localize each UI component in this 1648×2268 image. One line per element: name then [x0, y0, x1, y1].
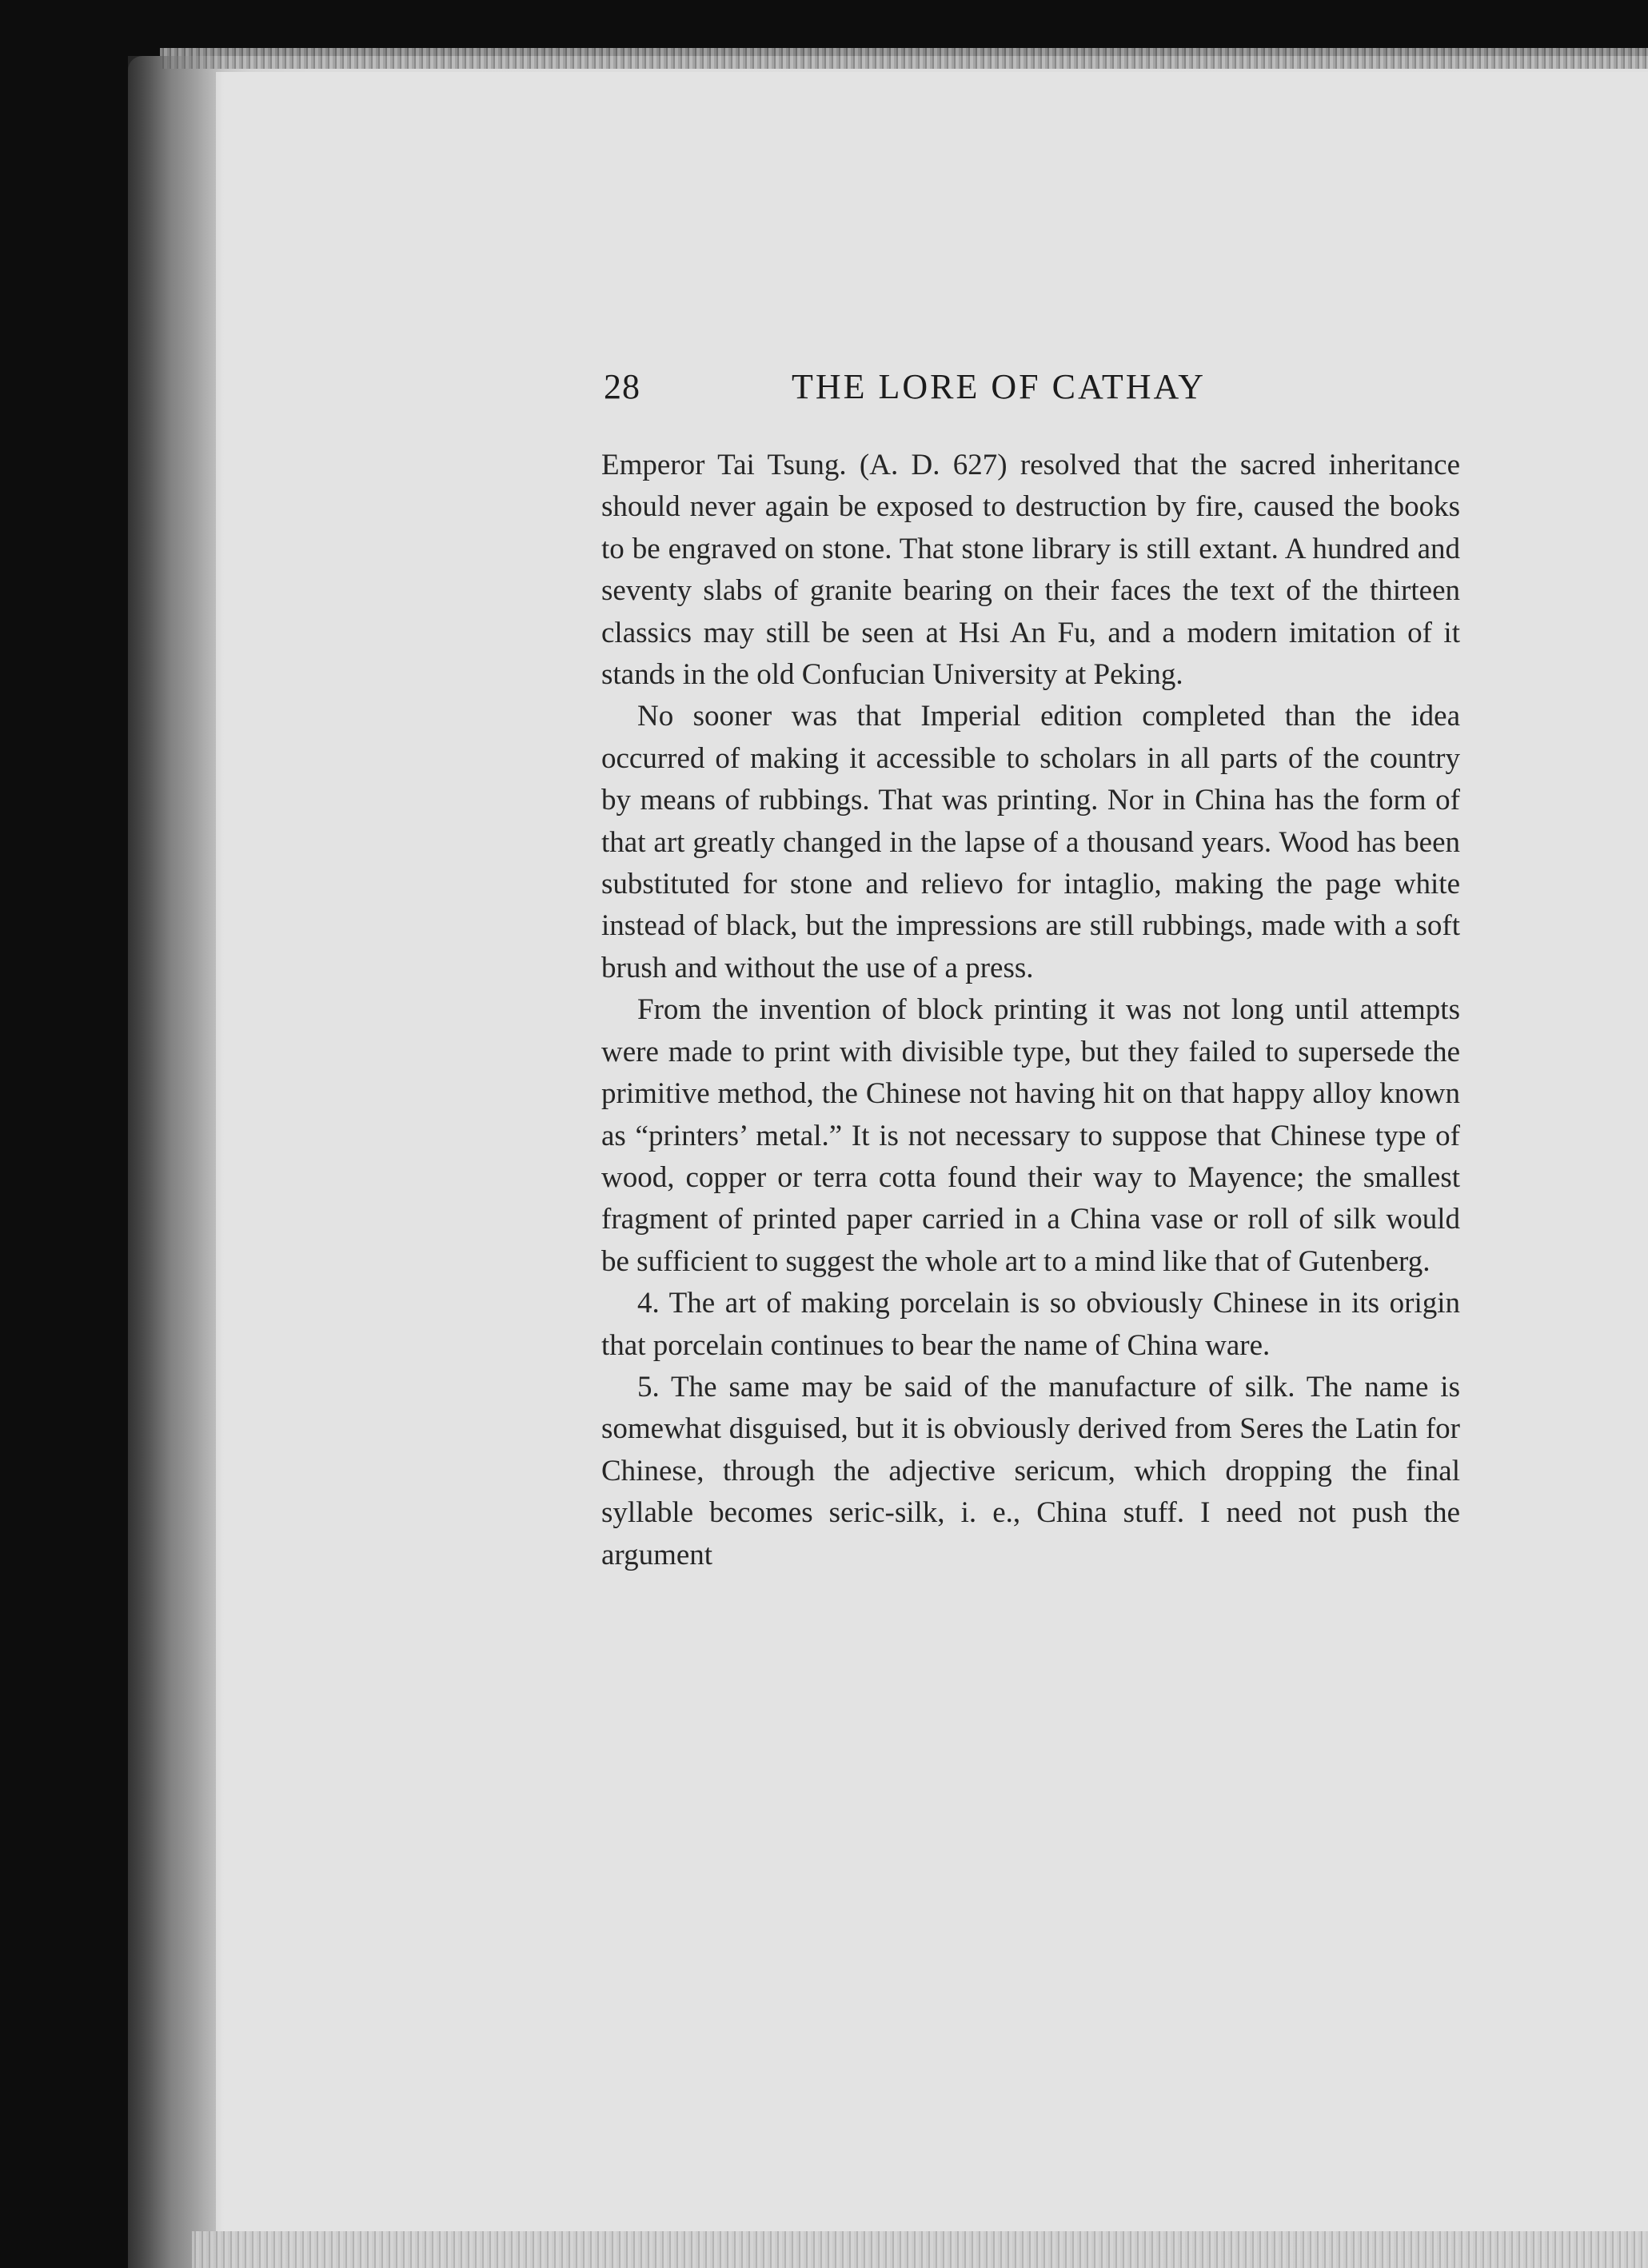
paragraph: 5. The same may be said of the manufacture of silk. The name is somewhat disguised, but it is obviously derived from Seres the Latin for Chinese, through the adjective sericum, which dropping the final syllable becomes seric-silk, i. e., China stuff. I need not push the argument [601, 1370, 1460, 1571]
running-head: THE LORE OF CATHAY [792, 367, 1207, 406]
body-text [601, 445, 1460, 1576]
paragraph: From the invention of block printing it was not long until attempts were made to print with divisible type, but they failed to supersede the primitive method, the Chinese not having hit on that happy alloy known as “printers’ metal.” It is not necessary to suppose that Chinese type of wood, copper or terra cotta found their way to Mayence; the smallest fragment of printed paper carried in a China vase or roll of silk would be sufficient to suggest the whole art to a mind like that of Gutenberg. [601, 993, 1460, 1278]
book-bottom-edge [192, 2231, 1648, 2268]
paragraph: No sooner was that Imperial edition completed than the idea occurred of making it accessible to scholars in all parts of the country by means of rubbings. That was printing. Nor in China has the form of that art greatly changed in the lapse of a thousand years. Wood has been substituted for stone and relievo for intaglio, making the page white instead of black, but the impressions are still rubbings, made with a soft brush and without the use of a press. [601, 700, 1460, 984]
page-number: 28 [604, 367, 640, 406]
paragraph: 4. The art of making porcelain is so obviously Chinese in its origin that porcelain continues to bear the name of China ware. [601, 1287, 1460, 1362]
book-top-edge [160, 48, 1648, 69]
spine-shadow [128, 56, 224, 2268]
paragraph: Emperor Tai Tsung. (A. D. 627) resolved that the sacred inheritance should never again be exposed to destruction by fire, caused the books to be engraved on stone. That stone library is still extant. A hundred and seventy slabs of granite bearing on their faces the text of the thirteen classics may still be seen at Hsi An Fu, and a modern imitation of it stands in the old Confucian University at Peking. [601, 449, 1460, 692]
page-header [604, 366, 1459, 414]
